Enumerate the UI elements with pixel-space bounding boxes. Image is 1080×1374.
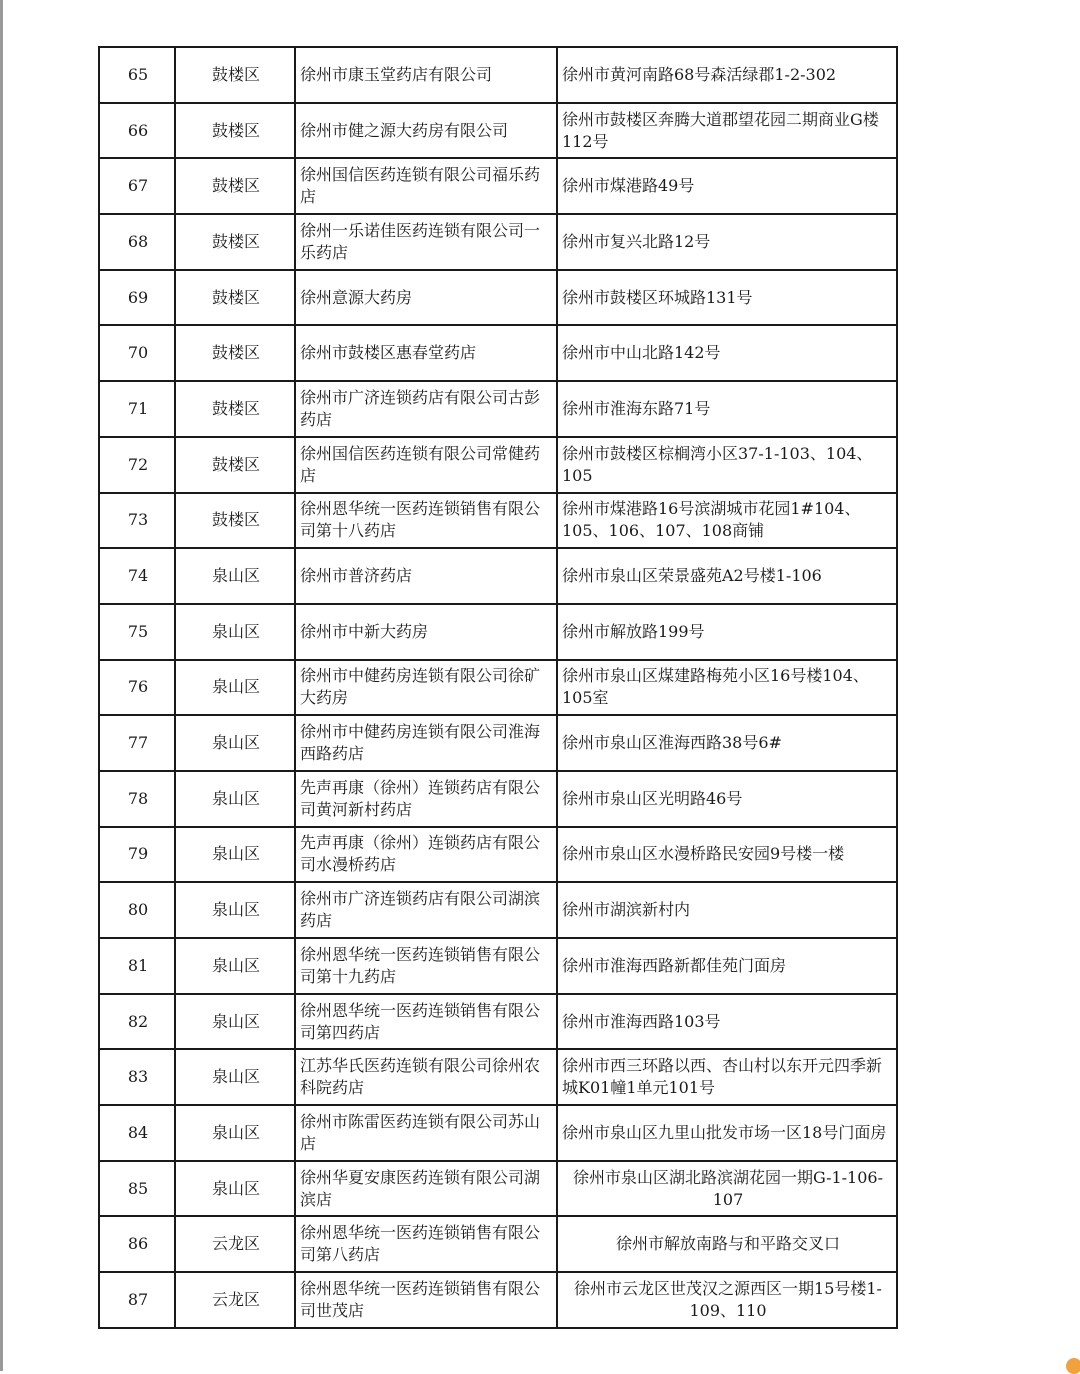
pharmacy-name-cell: 徐州意源大药房	[295, 270, 557, 326]
address-cell: 徐州市淮海东路71号	[557, 381, 897, 437]
district-cell: 泉山区	[175, 1105, 295, 1161]
table-row	[99, 325, 897, 381]
address-cell: 徐州市黄河南路68号森活绿郡1-2-302	[557, 47, 897, 103]
address-cell: 徐州市西三环路以西、杏山村以东开元四季新城K01幢1单元101号	[557, 1049, 897, 1105]
district-cell: 鼓楼区	[175, 437, 295, 493]
table-row	[99, 1216, 897, 1272]
district-cell: 云龙区	[175, 1272, 295, 1328]
district-cell: 鼓楼区	[175, 214, 295, 270]
address-cell: 徐州市泉山区湖北路滨湖花园一期G-1-106-107	[557, 1161, 897, 1217]
district-cell: 鼓楼区	[175, 493, 295, 549]
row-number: 69	[99, 270, 175, 326]
district-cell: 鼓楼区	[175, 381, 295, 437]
table-row	[99, 715, 897, 771]
district-cell: 云龙区	[175, 1216, 295, 1272]
pharmacy-name-cell: 徐州国信医药连锁有限公司常健药店	[295, 437, 557, 493]
table-row	[99, 1105, 897, 1161]
row-number: 67	[99, 158, 175, 214]
address-cell: 徐州市煤港路16号滨湖城市花园1#104、105、106、107、108商铺	[557, 493, 897, 549]
row-number: 86	[99, 1216, 175, 1272]
pharmacy-name-cell: 徐州市康玉堂药店有限公司	[295, 47, 557, 103]
district-cell: 泉山区	[175, 882, 295, 938]
row-number: 65	[99, 47, 175, 103]
table-row	[99, 1161, 897, 1217]
address-cell: 徐州市鼓楼区棕榈湾小区37-1-103、104、105	[557, 437, 897, 493]
row-number: 68	[99, 214, 175, 270]
district-cell: 泉山区	[175, 994, 295, 1050]
address-cell: 徐州市复兴北路12号	[557, 214, 897, 270]
row-number: 78	[99, 771, 175, 827]
pharmacy-name-cell: 徐州市陈雷医药连锁有限公司苏山店	[295, 1105, 557, 1161]
table-row	[99, 1272, 897, 1328]
table-row	[99, 827, 897, 883]
address-cell: 徐州市鼓楼区环城路131号	[557, 270, 897, 326]
pharmacy-name-cell: 徐州恩华统一医药连锁销售有限公司第十八药店	[295, 493, 557, 549]
pharmacy-name-cell: 徐州市中健药房连锁有限公司淮海西路药店	[295, 715, 557, 771]
district-cell: 泉山区	[175, 660, 295, 716]
address-cell: 徐州市泉山区九里山批发市场一区18号门面房	[557, 1105, 897, 1161]
row-number: 74	[99, 548, 175, 604]
pharmacy-name-cell: 徐州市中新大药房	[295, 604, 557, 660]
table-row	[99, 214, 897, 270]
pharmacy-name-cell: 徐州恩华统一医药连锁销售有限公司第四药店	[295, 994, 557, 1050]
row-number: 71	[99, 381, 175, 437]
row-number: 66	[99, 103, 175, 159]
row-number: 76	[99, 660, 175, 716]
address-cell: 徐州市解放南路与和平路交叉口	[557, 1216, 897, 1272]
district-cell: 泉山区	[175, 604, 295, 660]
row-number: 70	[99, 325, 175, 381]
address-cell: 徐州市解放路199号	[557, 604, 897, 660]
table-row	[99, 548, 897, 604]
pharmacy-name-cell: 徐州国信医药连锁有限公司福乐药店	[295, 158, 557, 214]
pharmacy-name-cell: 徐州恩华统一医药连锁销售有限公司世茂店	[295, 1272, 557, 1328]
table-row	[99, 47, 897, 103]
address-cell: 徐州市煤港路49号	[557, 158, 897, 214]
pharmacy-table-body	[99, 47, 897, 1328]
table-row	[99, 994, 897, 1050]
pharmacy-name-cell: 徐州一乐诺佳医药连锁有限公司一乐药店	[295, 214, 557, 270]
address-cell: 徐州市泉山区淮海西路38号6#	[557, 715, 897, 771]
table-row	[99, 158, 897, 214]
address-cell: 徐州市泉山区光明路46号	[557, 771, 897, 827]
row-number: 80	[99, 882, 175, 938]
district-cell: 泉山区	[175, 827, 295, 883]
table-row	[99, 604, 897, 660]
district-cell: 泉山区	[175, 1049, 295, 1105]
pharmacy-name-cell: 徐州市中健药房连锁有限公司徐矿大药房	[295, 660, 557, 716]
table-row	[99, 771, 897, 827]
table-row	[99, 1049, 897, 1105]
row-number: 83	[99, 1049, 175, 1105]
district-cell: 鼓楼区	[175, 158, 295, 214]
pharmacy-name-cell: 徐州恩华统一医药连锁销售有限公司第十九药店	[295, 938, 557, 994]
pharmacy-name-cell: 徐州市普济药店	[295, 548, 557, 604]
address-cell: 徐州市泉山区荣景盛苑A2号楼1-106	[557, 548, 897, 604]
table-row	[99, 381, 897, 437]
row-number: 81	[99, 938, 175, 994]
address-cell: 徐州市淮海西路新都佳苑门面房	[557, 938, 897, 994]
address-cell: 徐州市中山北路142号	[557, 325, 897, 381]
row-number: 72	[99, 437, 175, 493]
table-row	[99, 493, 897, 549]
pharmacy-name-cell: 徐州市健之源大药房有限公司	[295, 103, 557, 159]
row-number: 73	[99, 493, 175, 549]
pharmacy-name-cell: 先声再康（徐州）连锁药店有限公司水漫桥药店	[295, 827, 557, 883]
district-cell: 泉山区	[175, 771, 295, 827]
row-number: 87	[99, 1272, 175, 1328]
row-number: 77	[99, 715, 175, 771]
pharmacy-name-cell: 徐州恩华统一医药连锁销售有限公司第八药店	[295, 1216, 557, 1272]
table-row	[99, 103, 897, 159]
page-edge	[0, 0, 3, 1371]
row-number: 79	[99, 827, 175, 883]
pharmacy-name-cell: 徐州市广济连锁药店有限公司古彭药店	[295, 381, 557, 437]
row-number: 84	[99, 1105, 175, 1161]
pharmacy-name-cell: 江苏华氏医药连锁有限公司徐州农科院药店	[295, 1049, 557, 1105]
floating-button-dot	[1066, 1358, 1080, 1374]
address-cell: 徐州市湖滨新村内	[557, 882, 897, 938]
district-cell: 鼓楼区	[175, 270, 295, 326]
address-cell: 徐州市泉山区煤建路梅苑小区16号楼104、105室	[557, 660, 897, 716]
table-row	[99, 437, 897, 493]
district-cell: 鼓楼区	[175, 325, 295, 381]
table-row	[99, 938, 897, 994]
address-cell: 徐州市泉山区水漫桥路民安园9号楼一楼	[557, 827, 897, 883]
district-cell: 鼓楼区	[175, 47, 295, 103]
district-cell: 泉山区	[175, 548, 295, 604]
district-cell: 泉山区	[175, 715, 295, 771]
row-number: 85	[99, 1161, 175, 1217]
pharmacy-table	[98, 46, 898, 1329]
pharmacy-name-cell: 徐州市广济连锁药店有限公司湖滨药店	[295, 882, 557, 938]
district-cell: 泉山区	[175, 938, 295, 994]
address-cell: 徐州市云龙区世茂汉之源西区一期15号楼1-109、110	[557, 1272, 897, 1328]
table-row	[99, 270, 897, 326]
row-number: 75	[99, 604, 175, 660]
pharmacy-name-cell: 徐州市鼓楼区惠春堂药店	[295, 325, 557, 381]
table-row	[99, 660, 897, 716]
district-cell: 泉山区	[175, 1161, 295, 1217]
pharmacy-name-cell: 先声再康（徐州）连锁药店有限公司黄河新村药店	[295, 771, 557, 827]
table-row	[99, 882, 897, 938]
pharmacy-name-cell: 徐州华夏安康医药连锁有限公司湖滨店	[295, 1161, 557, 1217]
row-number: 82	[99, 994, 175, 1050]
address-cell: 徐州市鼓楼区奔腾大道郡望花园二期商业G楼112号	[557, 103, 897, 159]
district-cell: 鼓楼区	[175, 103, 295, 159]
address-cell: 徐州市淮海西路103号	[557, 994, 897, 1050]
